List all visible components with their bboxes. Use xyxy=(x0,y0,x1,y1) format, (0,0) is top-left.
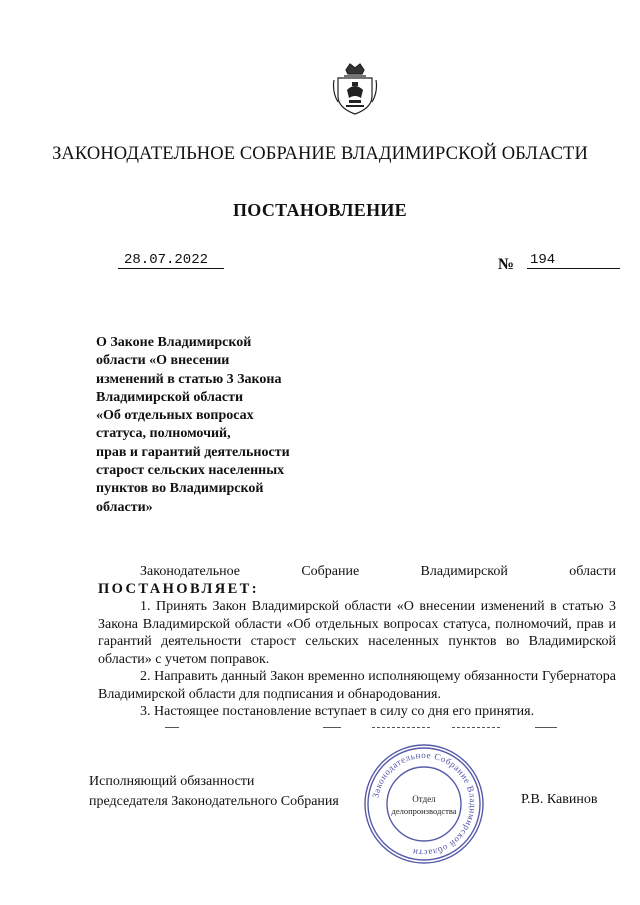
official-stamp xyxy=(362,742,486,866)
document-subject xyxy=(96,334,326,517)
divider-dash xyxy=(372,727,430,728)
subject-line: статуса, полномочий, xyxy=(96,426,231,442)
number-label: № xyxy=(498,256,515,273)
decree-word: ПОСТАНОВЛЯЕТ: xyxy=(98,580,259,597)
paragraph-3: 3. Настоящее постановление вступает в силу со дня его принятия. xyxy=(140,704,535,719)
subject-line: пунктов во Владимирской xyxy=(96,481,264,497)
position-line: председателя Законодательного Собрания xyxy=(89,794,339,809)
intro-word: Собрание xyxy=(301,564,360,579)
subject-line: «Об отдельных вопросах xyxy=(96,408,254,424)
intro-word: Законодательное xyxy=(140,564,240,579)
subject-line: О Законе Владимирской xyxy=(96,335,252,350)
stamp-center-line: делопроизводства xyxy=(391,806,457,816)
divider-dash xyxy=(535,727,557,728)
divider-dash xyxy=(165,727,179,728)
subject-line: изменений в статью 3 Закона xyxy=(96,371,282,387)
subject-line: прав и гарантий деятельности xyxy=(96,444,290,460)
stamp-center-line: Отдел xyxy=(412,794,436,804)
subject-line: области» xyxy=(96,499,153,515)
subject-line: Владимирской области xyxy=(96,389,244,405)
stamp-ring-text: Законодательное Собрание Владимирской области xyxy=(370,749,479,859)
intro-word: Владимирской xyxy=(420,564,508,579)
document-number: 194 xyxy=(527,252,620,269)
signatory-position xyxy=(89,772,339,812)
signatory-name: Р.В. Кавинов xyxy=(521,792,598,807)
subject-line: старост сельских населенных xyxy=(96,463,285,479)
divider-dash xyxy=(323,727,341,728)
intro-word: области xyxy=(569,564,616,579)
intro-line xyxy=(98,563,616,581)
document-date: 28.07.2022 xyxy=(118,252,224,269)
document-body xyxy=(98,563,616,721)
organization-title: ЗАКОНОДАТЕЛЬНОЕ СОБРАНИЕ ВЛАДИМИРСКОЙ ОБЛАСТИ xyxy=(52,144,588,164)
paragraph-1: 1. Принять Закон Владимирской области «О внесении изменений в статью 3 Закона Владимирской области «Об отдельных вопросах статуса, полномочий, прав и гарантий деятельности старост сельских населенных пунктов во Владимирской области» с учетом поправок. xyxy=(98,599,616,667)
position-line: Исполняющий обязанности xyxy=(89,774,255,789)
document-type-title: ПОСТАНОВЛЕНИЕ xyxy=(233,200,407,220)
divider-dash xyxy=(452,727,500,728)
paragraph-2: 2. Направить данный Закон временно исполняющему обязанности Губернатора Владимирской области для подписания и обнародования. xyxy=(98,669,616,702)
coat-of-arms-icon xyxy=(332,62,378,116)
subject-line: области «О внесении xyxy=(96,353,230,369)
